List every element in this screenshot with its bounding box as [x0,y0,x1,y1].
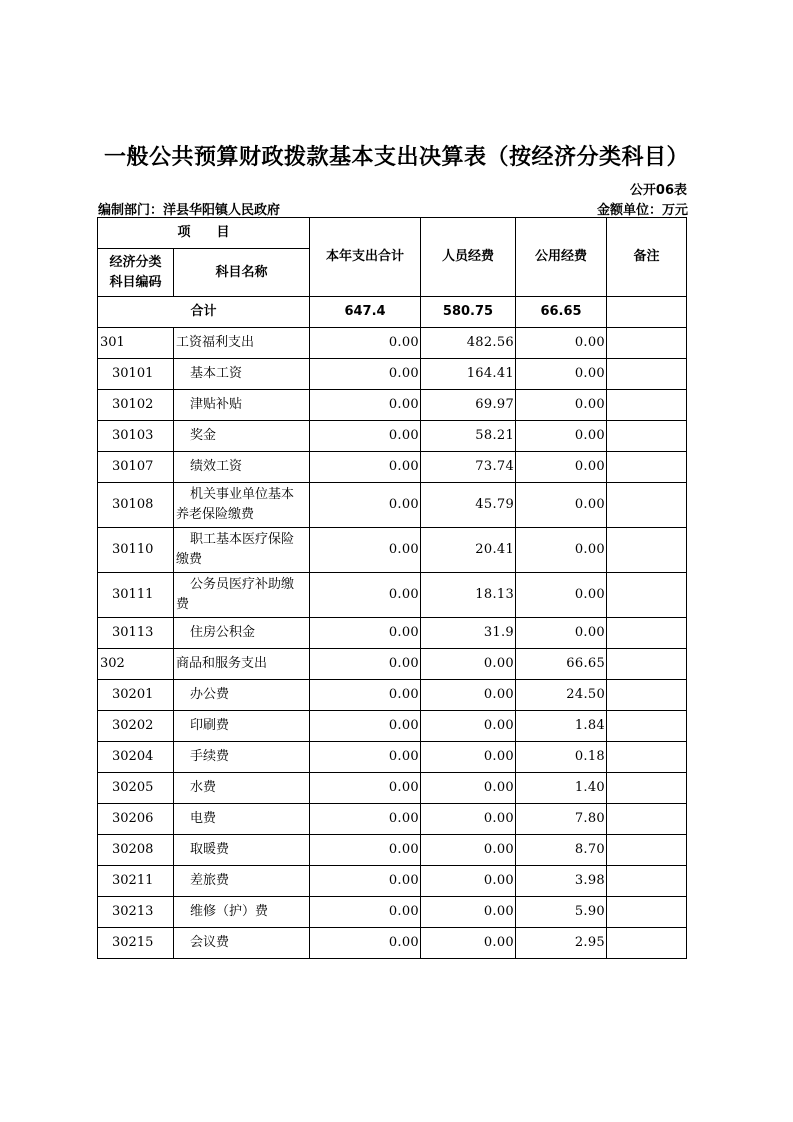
row-note [607,452,687,483]
row-public: 0.00 [516,528,607,573]
header-row-1 [98,218,687,249]
row-code: 30108 [98,483,174,528]
report-title: 一般公共预算财政拨款基本支出决算表（按经济分类科目） [103,145,689,170]
row-name: 水费 [174,773,310,804]
row-name: 办公费 [174,680,310,711]
row-code: 30102 [98,390,174,421]
row-total: 0.00 [310,866,421,897]
row-code: 30204 [98,742,174,773]
row-name: 职工基本医疗保险缴费 [174,528,310,573]
table-row [98,618,687,649]
row-name: 取暖费 [174,835,310,866]
row-total: 0.00 [310,742,421,773]
table-row [98,649,687,680]
expenditure-table [97,217,687,959]
row-public: 2.95 [516,928,607,959]
row-personnel: 0.00 [421,742,516,773]
row-personnel: 18.13 [421,573,516,618]
row-code: 30110 [98,528,174,573]
total-sum: 647.4 [310,297,421,328]
row-name: 差旅费 [174,866,310,897]
total-note [607,297,687,328]
row-total: 0.00 [310,618,421,649]
row-note [607,680,687,711]
row-total: 0.00 [310,711,421,742]
row-note [607,897,687,928]
table-row [98,359,687,390]
table-row [98,421,687,452]
row-personnel: 0.00 [421,897,516,928]
header-public: 公用经费 [516,218,607,297]
row-personnel: 20.41 [421,528,516,573]
header-personnel: 人员经费 [421,218,516,297]
row-code: 30205 [98,773,174,804]
row-public: 0.00 [516,421,607,452]
row-total: 0.00 [310,483,421,528]
row-name: 机关事业单位基本养老保险缴费 [174,483,310,528]
table-row [98,835,687,866]
row-name: 电费 [174,804,310,835]
row-personnel: 0.00 [421,928,516,959]
form-code: 公开06表 [629,183,687,198]
row-code: 30201 [98,680,174,711]
row-personnel: 0.00 [421,835,516,866]
row-note [607,618,687,649]
row-total: 0.00 [310,573,421,618]
row-total: 0.00 [310,359,421,390]
header-code-line2: 科目编码 [109,274,162,290]
row-note [607,835,687,866]
row-code: 30206 [98,804,174,835]
row-personnel: 0.00 [421,804,516,835]
row-public: 7.80 [516,804,607,835]
row-total: 0.00 [310,804,421,835]
table-row [98,928,687,959]
row-name: 津贴补贴 [174,390,310,421]
row-public: 0.18 [516,742,607,773]
row-personnel: 69.97 [421,390,516,421]
row-personnel: 0.00 [421,866,516,897]
amount-unit-label: 金额单位：万元 [596,203,688,218]
total-public: 66.65 [516,297,607,328]
row-name: 维修（护）费 [174,897,310,928]
row-code: 30215 [98,928,174,959]
table-row [98,742,687,773]
row-note [607,742,687,773]
row-personnel: 0.00 [421,773,516,804]
row-total: 0.00 [310,528,421,573]
row-name: 基本工资 [174,359,310,390]
header-note: 备注 [607,218,687,297]
row-public: 0.00 [516,618,607,649]
row-total: 0.00 [310,328,421,359]
table-row [98,573,687,618]
row-code: 30103 [98,421,174,452]
table-row [98,328,687,359]
row-name: 印刷费 [174,711,310,742]
row-total: 0.00 [310,452,421,483]
table-row [98,483,687,528]
row-name: 工资福利支出 [174,328,310,359]
row-total: 0.00 [310,421,421,452]
table-row [98,390,687,421]
total-row [98,297,687,328]
row-public: 66.65 [516,649,607,680]
row-note [607,573,687,618]
row-personnel: 0.00 [421,711,516,742]
row-name: 手续费 [174,742,310,773]
row-public: 0.00 [516,483,607,528]
table-row [98,773,687,804]
row-total: 0.00 [310,835,421,866]
row-name: 奖金 [174,421,310,452]
row-code: 30111 [98,573,174,618]
row-note [607,483,687,528]
row-note [607,390,687,421]
row-total: 0.00 [310,928,421,959]
row-public: 3.98 [516,866,607,897]
row-public: 8.70 [516,835,607,866]
row-personnel: 31.9 [421,618,516,649]
row-public: 0.00 [516,452,607,483]
total-personnel: 580.75 [421,297,516,328]
row-note [607,928,687,959]
row-public: 5.90 [516,897,607,928]
row-total: 0.00 [310,680,421,711]
department-label: 编制部门：洋县华阳镇人民政府 [98,203,281,218]
table-row [98,452,687,483]
row-name: 住房公积金 [174,618,310,649]
row-note [607,773,687,804]
row-note [607,804,687,835]
row-total: 0.00 [310,773,421,804]
table-row [98,680,687,711]
row-public: 0.00 [516,390,607,421]
row-code: 30213 [98,897,174,928]
row-note [607,711,687,742]
header-total: 本年支出合计 [310,218,421,297]
row-public: 0.00 [516,328,607,359]
row-code: 30101 [98,359,174,390]
row-personnel: 45.79 [421,483,516,528]
row-personnel: 164.41 [421,359,516,390]
row-personnel: 58.21 [421,421,516,452]
row-public: 24.50 [516,680,607,711]
row-name: 商品和服务支出 [174,649,310,680]
total-label: 合计 [98,297,310,328]
row-code: 30202 [98,711,174,742]
table-row [98,897,687,928]
row-personnel: 0.00 [421,649,516,680]
row-public: 0.00 [516,573,607,618]
row-note [607,866,687,897]
header-name: 科目名称 [174,249,310,297]
row-code: 302 [98,649,174,680]
row-code: 30107 [98,452,174,483]
row-note [607,528,687,573]
row-note [607,649,687,680]
row-total: 0.00 [310,897,421,928]
row-note [607,328,687,359]
header-code-line1: 经济分类 [109,254,162,270]
row-public: 1.84 [516,711,607,742]
row-name: 会议费 [174,928,310,959]
row-public: 0.00 [516,359,607,390]
row-note [607,359,687,390]
table-row [98,711,687,742]
row-public: 1.40 [516,773,607,804]
row-name: 绩效工资 [174,452,310,483]
header-code [98,249,174,297]
row-code: 301 [98,328,174,359]
row-note [607,421,687,452]
row-code: 30211 [98,866,174,897]
row-total: 0.00 [310,390,421,421]
row-code: 30208 [98,835,174,866]
row-code: 30113 [98,618,174,649]
row-name: 公务员医疗补助缴费 [174,573,310,618]
row-personnel: 482.56 [421,328,516,359]
row-personnel: 73.74 [421,452,516,483]
header-project: 项 目 [98,218,310,249]
table-row [98,804,687,835]
table-row [98,866,687,897]
table-row [98,528,687,573]
row-total: 0.00 [310,649,421,680]
row-personnel: 0.00 [421,680,516,711]
